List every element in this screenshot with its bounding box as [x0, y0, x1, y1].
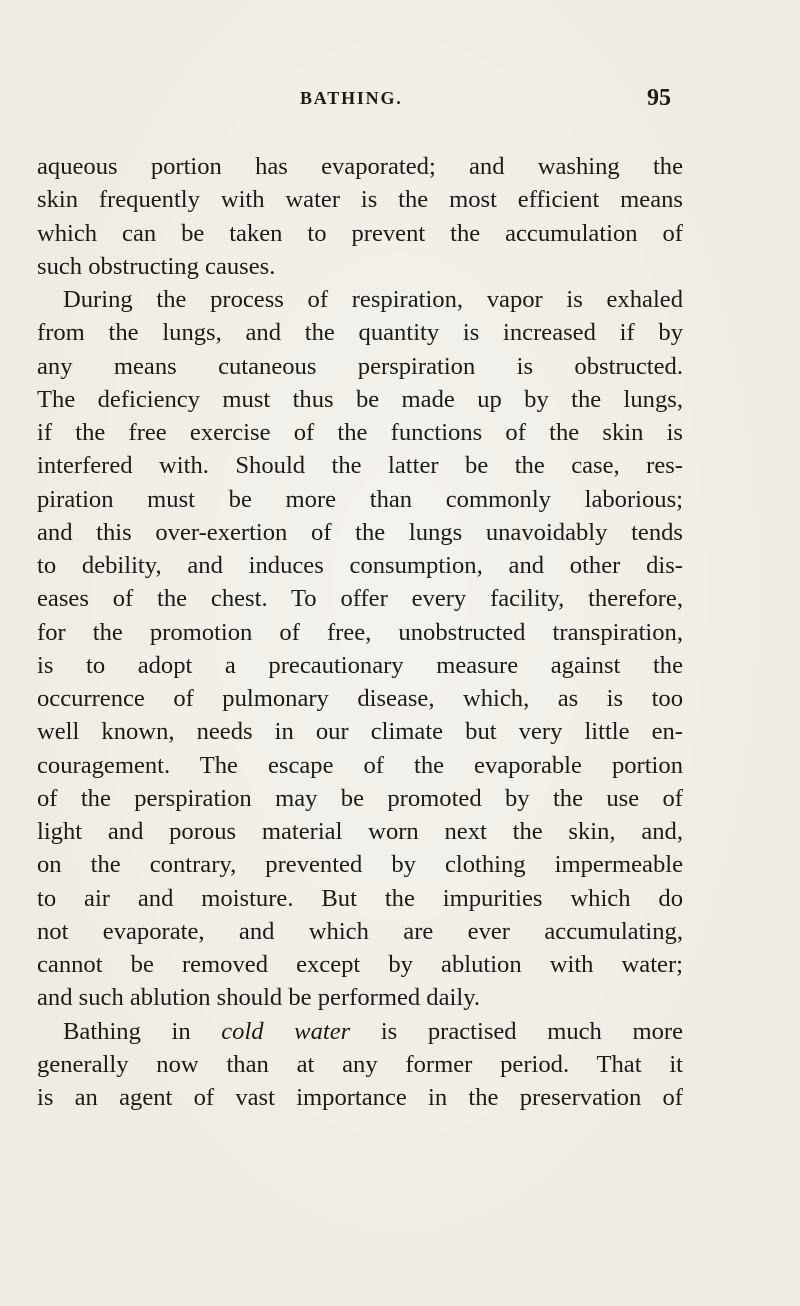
text-line: if the free exercise of the functions of the skin is [37, 419, 683, 446]
text-line: is to adopt a precautionary measure against the [37, 651, 683, 679]
body-text [37, 150, 683, 1114]
text-line: skin frequently with water is the most efficient means [37, 186, 683, 214]
text-fragment: is practised much more [350, 1017, 683, 1045]
text-line: occurrence of pulmonary disease, which, as is too [37, 685, 683, 712]
text-line: piration must be more than commonly laborious; [37, 485, 683, 513]
text-line: on the contrary, prevented by clothing impermeable [37, 851, 683, 879]
italic-phrase: cold water [221, 1017, 351, 1045]
page-number: 95 [647, 85, 671, 111]
text-fragment: Bathing in [63, 1017, 222, 1045]
text-line: such obstructing causes. [37, 252, 276, 280]
text-line: interfered with. Should the latter be the case, res- [37, 452, 683, 480]
text-line: is an agent of vast importance in the preservation of [37, 1084, 683, 1111]
text-line: generally now than at any former period. That it [37, 1050, 683, 1078]
text-line: eases of the chest. To offer every facility, therefore, [37, 585, 683, 613]
text-line [37, 1015, 683, 1048]
text-line: The deficiency must thus be made up by the lungs, [37, 385, 683, 413]
text-line: not evaporate, and which are ever accumulating, [37, 917, 683, 945]
text-line: and such ablution should be performed daily. [37, 984, 481, 1012]
text-line: aqueous portion has evaporated; and washing the [37, 153, 683, 180]
text-line: cannot be removed except by ablution with water; [37, 951, 683, 978]
text-line: well known, needs in our climate but very little en- [37, 718, 683, 746]
text-line: which can be taken to prevent the accumulation of [37, 219, 683, 247]
text-line: couragement. The escape of the evaporable portion [37, 751, 683, 779]
text-line: During the process of respiration, vapor is exhaled [63, 286, 683, 313]
text-line: and this over-exertion of the lungs unavoidably tends [37, 518, 683, 546]
text-line: to air and moisture. But the impurities which do [37, 884, 683, 912]
text-line: light and porous material worn next the skin, and, [37, 818, 683, 845]
text-line: to debility, and induces consumption, and other dis- [37, 552, 683, 579]
running-title: BATHING. [300, 88, 403, 108]
text-line: from the lungs, and the quantity is increased if by [37, 319, 683, 347]
running-head [0, 86, 800, 116]
text-line: for the promotion of free, unobstructed transpiration, [37, 618, 683, 646]
text-line: any means cutaneous perspiration is obstructed. [37, 352, 683, 380]
text-line: of the perspiration may be promoted by the use of [37, 784, 683, 812]
